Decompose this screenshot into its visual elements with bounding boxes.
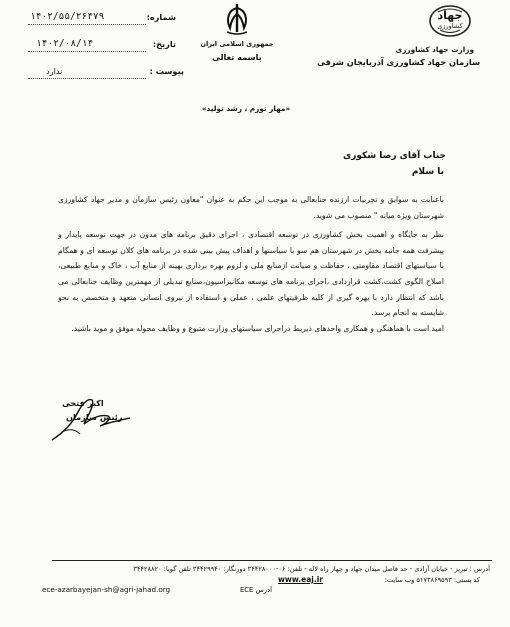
date-value: ۱۴۰۲/۰۸/۱۴	[36, 38, 94, 49]
body-paragraph-1: باعنایت به سوابق و تجربیات ارزنده جنابعالی به موجب این حکم به عنوان "معاون رئیس سازمان و مدیر جهاد کشاورزی شهرستان ویژه میانه " منصوب می شوید.	[58, 195, 444, 220]
footer-postal: کد پستی: ۵۱۷۳۸۶۹۵۹۳ وب سایت:	[384, 576, 480, 584]
footer-address: آدرس : تبریز - خیابان آزادی - حد فاصل میدان جهاد و چهار راه لاله - تلفن: ۰۶-۳۴۴۲۸۰۰۰ دورنگار: ۳۴۴۲۹۹۴۰ تلفن گویا: ۳۴۴۲۸۸۲۰	[133, 565, 490, 573]
letter-body	[58, 192, 444, 336]
number-label: شماره:	[146, 12, 176, 22]
recipient-name: جناب آقای رضا شکوری	[342, 151, 446, 161]
national-emblem-icon	[222, 2, 252, 36]
footer-email-suffix: ECE آدرس	[240, 586, 272, 594]
signer-title: رئیس سازمان	[66, 412, 123, 422]
date-label: تاریخ:	[152, 39, 176, 49]
number-value: ۱۴۰۲/۵۵/۲۶۴۷۹	[30, 11, 105, 22]
invocation: باسمه تعالی	[212, 52, 262, 62]
greeting: با سلام	[411, 167, 444, 177]
signature-icon	[40, 388, 140, 448]
footer-email[interactable]: ece-azarbayejan-sh@agri-jahad.org	[42, 585, 171, 594]
attachment-value: ندارد	[46, 66, 63, 76]
slogan: «مهار تورم ، رشد تولید»	[201, 104, 291, 113]
body-paragraph-3: امید است با هماهنگی و همکاری واحدهای ذیربط دراجرای سیاستهای وزارت متبوع و وظایف محوله موفق و موید باشید.	[71, 323, 444, 333]
logo-subtext: کشاورزی	[437, 22, 463, 30]
attachment-label: پیوست :	[149, 66, 184, 76]
republic-title: جمهوری اسلامی ایران	[200, 40, 274, 48]
footer-website[interactable]: www.eaj.ir	[278, 575, 323, 584]
logo-text: جهاد	[437, 9, 463, 22]
body-paragraph-2: نظر به جایگاه و اهمیت بخش کشاورزی در توسعه اقتصادی ، اجرای دقیق برنامه های مدون در جهت توسعه پایدار و پیشرفت همه جانبه بخش در شهرستان هم سو با سیاستها و اهداف پیش بینی شده در برنامه های کلان توسعه ای و همگام با سیاستهای اقتصاد مقاومتی ، حفاظت و صیانت ازمنابع ملی و لزوم بهره برداری بهینه از منابع آب ، خاک و منابع طبیعی، اصلاح الگوی کشت،کشت قراردادی ،اجرای برنامه های توسعه مکانیزاسیون،صنایع تبدیلی از مهمترین وظایف جنابعالی می باشد که انتظار دارد با بهره گیری از کلیه ظرفیتهای علمی ، عملی و استفاده از نیروی انسانی متعهد و متخصص به نحو شایسته به انجام برسد.	[58, 230, 444, 318]
ministry-name: وزارت جهاد کشاورزی	[395, 45, 474, 54]
organization-name: سازمان جهاد کشاورزی آذربایجان شرقی	[317, 57, 480, 67]
signer-name: اکبر فتحی	[62, 398, 104, 408]
